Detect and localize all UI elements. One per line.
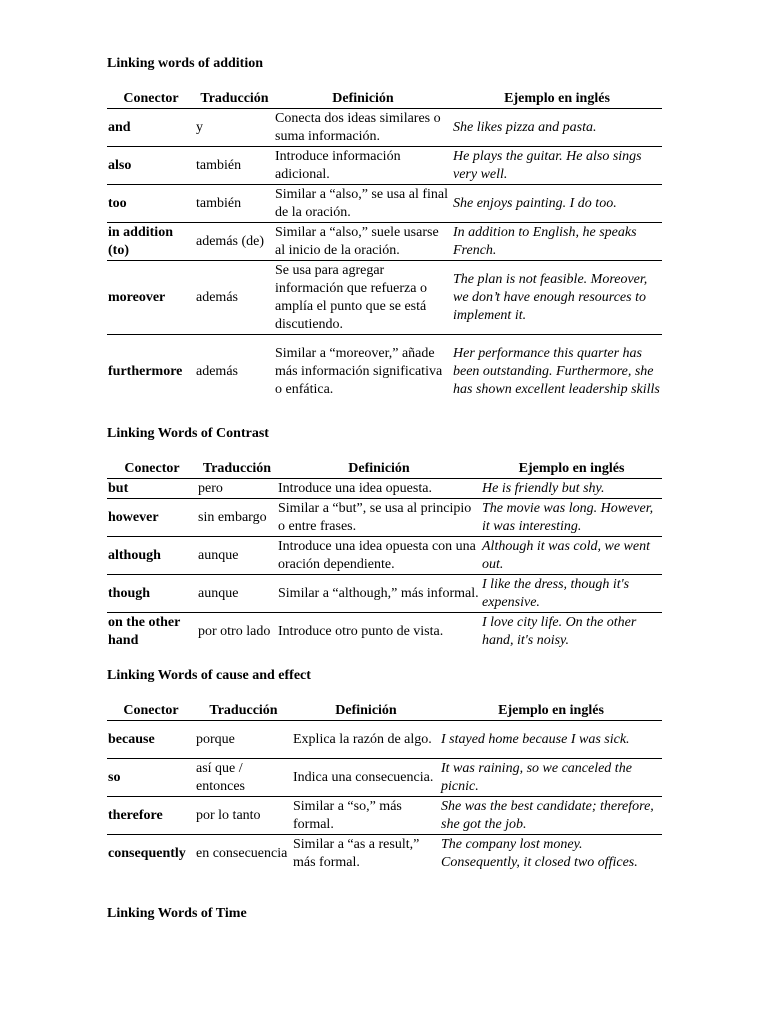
cell-definicion: Introduce una idea opuesta con una oración dependiente. xyxy=(277,537,481,575)
table-row xyxy=(107,537,662,575)
table-header-row xyxy=(107,88,662,109)
header-traduccion: Traducción xyxy=(197,458,277,479)
cell-ejemplo: The movie was long. However, it was interesting. xyxy=(481,499,662,537)
cell-traduccion: aunque xyxy=(197,537,277,575)
cell-ejemplo: Her performance this quarter has been outstanding. Furthermore, she has shown excellent leadership skills xyxy=(453,345,660,397)
cell-conector: on the other hand xyxy=(108,614,181,648)
cell-traduccion: en consecuencia xyxy=(196,845,288,861)
table-row xyxy=(107,185,662,223)
table-row xyxy=(107,479,662,499)
cell-traduccion: y xyxy=(195,109,274,147)
header-traduccion: Traducción xyxy=(195,88,274,109)
cell-ejemplo: She enjoys painting. I do too. xyxy=(452,185,662,223)
cell-conector: so xyxy=(107,759,195,797)
table-row xyxy=(107,835,662,873)
table-addition xyxy=(107,88,662,409)
cell-definicion: Similar a “but”, se usa al principio o entre frases. xyxy=(277,499,481,537)
cell-traduccion: además xyxy=(195,261,274,335)
table-row xyxy=(107,223,662,261)
cell-definicion: Similar a “moreover,” añade más información significativa o enfática. xyxy=(275,345,443,397)
cell-ejemplo: It was raining, so we canceled the picnic. xyxy=(440,759,662,797)
cell-definicion: Similar a “also,” suele usarse al inicio de la oración. xyxy=(274,223,452,261)
cell-ejemplo: She was the best candidate; therefore, she got the job. xyxy=(440,797,662,835)
header-conector: Conector xyxy=(107,700,195,721)
cell-traduccion: sin embargo xyxy=(197,499,277,537)
table-header-row xyxy=(107,458,662,479)
cell-definicion: Similar a “so,” más formal. xyxy=(292,797,440,835)
cell-conector: because xyxy=(107,721,195,759)
header-conector: Conector xyxy=(107,458,197,479)
cell-conector: but xyxy=(107,479,197,499)
cell-ejemplo: The company lost money. Consequently, it closed two offices. xyxy=(441,836,638,870)
table-row xyxy=(107,797,662,835)
cell-definicion: Se usa para agregar información que refuerza o amplía el punto que se está discutiendo. xyxy=(274,261,452,335)
cell-traduccion: porque xyxy=(195,721,292,759)
table-row xyxy=(107,499,662,537)
cell-traduccion: por lo tanto xyxy=(195,797,292,835)
cell-ejemplo: The plan is not feasible. Moreover, we don’t have enough resources to implement it. xyxy=(452,261,662,335)
cell-ejemplo: She likes pizza and pasta. xyxy=(452,109,662,147)
table-row xyxy=(107,147,662,185)
header-ejemplo: Ejemplo en inglés xyxy=(481,458,662,479)
table-row xyxy=(107,759,662,797)
cell-definicion: Introduce otro punto de vista. xyxy=(278,623,444,639)
header-ejemplo: Ejemplo en inglés xyxy=(452,88,662,109)
table-cause-effect xyxy=(107,700,662,873)
table-row xyxy=(107,261,662,335)
cell-conector: and xyxy=(107,109,195,147)
cell-definicion: Introduce información adicional. xyxy=(274,147,452,185)
table-contrast xyxy=(107,458,662,651)
cell-ejemplo: In addition to English, he speaks French. xyxy=(452,223,662,261)
cell-definicion: Introduce una idea opuesta. xyxy=(277,479,481,499)
cell-ejemplo: I love city life. On the other hand, it's noisy. xyxy=(482,614,637,648)
cell-traduccion: así que / entonces xyxy=(195,759,292,797)
cell-ejemplo: He plays the guitar. He also sings very well. xyxy=(452,147,662,185)
table-header-row xyxy=(107,700,662,721)
section-title-addition: Linking words of addition xyxy=(107,56,263,71)
header-definicion: Definición xyxy=(277,458,481,479)
cell-conector: therefore xyxy=(107,797,195,835)
cell-definicion: Conecta dos ideas similares o suma información. xyxy=(274,109,452,147)
table-row xyxy=(107,721,662,759)
cell-definicion: Indica una consecuencia. xyxy=(292,759,440,797)
header-traduccion: Traducción xyxy=(195,700,292,721)
cell-traduccion: pero xyxy=(197,479,277,499)
table-row xyxy=(107,109,662,147)
cell-traduccion: además (de) xyxy=(195,223,274,261)
cell-conector: also xyxy=(107,147,195,185)
table-row xyxy=(107,575,662,613)
header-conector: Conector xyxy=(107,88,195,109)
cell-conector: too xyxy=(107,185,195,223)
cell-ejemplo: I like the dress, though it's expensive. xyxy=(481,575,662,613)
cell-conector: in addition (to) xyxy=(107,223,195,261)
cell-definicion: Similar a “as a result,” más formal. xyxy=(293,836,420,870)
header-ejemplo: Ejemplo en inglés xyxy=(440,700,662,721)
cell-traduccion: por otro lado xyxy=(198,623,271,639)
cell-definicion: Explica la razón de algo. xyxy=(292,721,440,759)
table-row xyxy=(107,335,662,409)
cell-traduccion: también xyxy=(195,185,274,223)
section-title-time: Linking Words of Time xyxy=(107,906,247,921)
cell-definicion: Similar a “also,” se usa al final de la oración. xyxy=(274,185,452,223)
cell-conector: consequently xyxy=(108,845,186,861)
table-row xyxy=(107,613,662,651)
cell-ejemplo: He is friendly but shy. xyxy=(481,479,662,499)
section-title-contrast: Linking Words of Contrast xyxy=(107,426,269,441)
cell-conector: however xyxy=(107,499,197,537)
cell-traduccion: además xyxy=(196,363,238,379)
header-definicion: Definición xyxy=(292,700,440,721)
cell-definicion: Similar a “although,” más informal. xyxy=(277,575,481,613)
cell-ejemplo: I stayed home because I was sick. xyxy=(440,721,662,759)
cell-conector: furthermore xyxy=(108,363,183,379)
cell-conector: although xyxy=(107,537,197,575)
header-definicion: Definición xyxy=(274,88,452,109)
section-title-cause-effect: Linking Words of cause and effect xyxy=(107,668,311,683)
cell-conector: though xyxy=(107,575,197,613)
cell-ejemplo: Although it was cold, we went out. xyxy=(481,537,662,575)
cell-conector: moreover xyxy=(107,261,195,335)
cell-traduccion: aunque xyxy=(197,575,277,613)
cell-traduccion: también xyxy=(195,147,274,185)
